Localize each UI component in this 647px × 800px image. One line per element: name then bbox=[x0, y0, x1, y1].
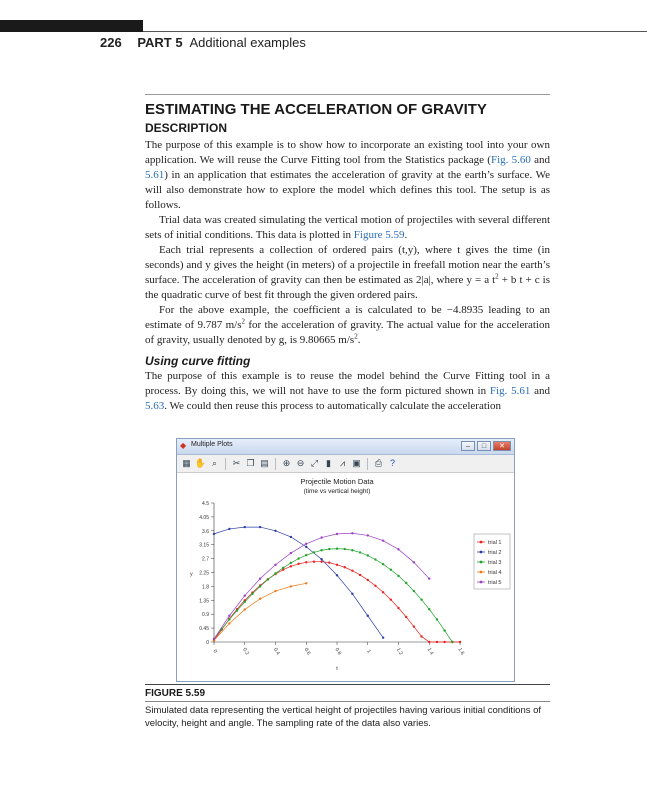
x-axis-label: t bbox=[336, 666, 338, 672]
data-point bbox=[228, 622, 230, 624]
link-fig-5-61b[interactable]: Fig. 5.61 bbox=[489, 385, 531, 397]
data-point bbox=[382, 591, 384, 593]
data-point bbox=[351, 532, 353, 534]
y-tick-label: 2.7 bbox=[202, 556, 209, 563]
x-tick-label: 0.8 bbox=[333, 646, 343, 657]
page-number: 226 bbox=[100, 35, 122, 50]
link-figure-5-59[interactable]: Figure 5.59 bbox=[353, 229, 405, 241]
fit-icon[interactable]: ⤢ bbox=[310, 458, 319, 468]
data-point bbox=[274, 572, 276, 574]
copy-icon[interactable]: ❐ bbox=[246, 458, 255, 468]
part-label: PART 5 bbox=[137, 35, 183, 50]
data-point bbox=[413, 561, 415, 563]
data-point bbox=[244, 601, 246, 603]
window-titlebar[interactable] bbox=[177, 439, 514, 455]
data-point bbox=[428, 608, 430, 610]
data-point bbox=[343, 548, 345, 550]
x-tick-label: 1.6 bbox=[456, 646, 466, 657]
data-point bbox=[443, 641, 445, 643]
data-point bbox=[328, 548, 330, 550]
legend-marker bbox=[480, 551, 483, 554]
data-point bbox=[259, 598, 261, 600]
x-tick-label: 1.2 bbox=[395, 646, 404, 657]
data-point bbox=[420, 598, 422, 600]
data-point bbox=[336, 548, 338, 550]
data-point bbox=[436, 618, 438, 620]
legend-label: trial 5 bbox=[488, 580, 502, 586]
data-point bbox=[267, 578, 269, 580]
data-point bbox=[320, 558, 322, 560]
image-icon[interactable]: ▣ bbox=[352, 458, 361, 468]
data-point bbox=[397, 607, 399, 609]
close-button[interactable]: ✕ bbox=[493, 441, 511, 451]
magnify-icon[interactable]: ⌕ bbox=[211, 458, 218, 468]
data-point bbox=[320, 536, 322, 538]
data-point bbox=[213, 533, 215, 535]
print-icon[interactable]: ⎙ bbox=[374, 458, 383, 468]
y-tick-label: 1.35 bbox=[199, 598, 209, 605]
data-point bbox=[397, 548, 399, 550]
data-point bbox=[305, 561, 307, 563]
data-point bbox=[297, 563, 299, 565]
data-point bbox=[228, 528, 230, 530]
cut-icon[interactable]: ✂ bbox=[232, 458, 241, 468]
main-content bbox=[145, 94, 550, 414]
data-point bbox=[290, 565, 292, 567]
data-point bbox=[228, 615, 230, 617]
data-point bbox=[428, 641, 430, 643]
y-tick-label: 3.15 bbox=[199, 542, 209, 549]
data-point bbox=[328, 561, 330, 563]
paragraph-2: Trial data was created simulating the vertical motion of projectiles with several different sets of initial conditions. This data is plotted in Figure 5.59. bbox=[145, 214, 550, 241]
data-point bbox=[213, 638, 215, 640]
x-tick-label: 0.2 bbox=[241, 646, 250, 657]
window-title: Multiple Plots bbox=[191, 441, 233, 448]
data-point bbox=[428, 577, 430, 579]
y-tick-label: 0.45 bbox=[199, 626, 209, 633]
data-point bbox=[390, 598, 392, 600]
data-point bbox=[359, 551, 361, 553]
projectile-chart bbox=[177, 472, 514, 681]
header-bar bbox=[0, 20, 143, 32]
legend-marker bbox=[480, 561, 483, 564]
multiple-plots-window bbox=[176, 438, 515, 682]
y-tick-label: 1.8 bbox=[202, 584, 209, 591]
x-tick-label: 0.4 bbox=[272, 646, 281, 657]
caption-text: Simulated data representing the vertical height of projectiles having various initial conditions of velocity, height and angle. The sampling rate of the data also varies. bbox=[145, 705, 542, 729]
data-point bbox=[413, 590, 415, 592]
data-point bbox=[405, 582, 407, 584]
data-point bbox=[382, 539, 384, 541]
minimize-button[interactable]: – bbox=[461, 441, 475, 451]
app-icon: ◆ bbox=[180, 441, 187, 450]
legend-label: trial 2 bbox=[488, 550, 502, 556]
legend-label: trial 4 bbox=[488, 570, 502, 576]
maximize-button[interactable]: □ bbox=[477, 441, 491, 451]
y-tick-label: 0.9 bbox=[202, 612, 209, 619]
data-point bbox=[290, 536, 292, 538]
legend-marker bbox=[480, 541, 483, 544]
x-tick-label: 0.6 bbox=[302, 646, 312, 657]
running-header bbox=[100, 35, 306, 50]
series-line-2 bbox=[214, 527, 383, 638]
paragraph-3: Each trial represents a collection of ordered pairs (t,y), where t gives the time (in seconds) and y gives the height (in meters) of a projectile in freefall motion near the earth’s surface. The acceleration of gravity can then be estimated as 2|a|, where y = a $t^2 + b$ t + c is the quadratic curve of best fit through the given ordered pairs. bbox=[145, 244, 550, 301]
data-point bbox=[336, 533, 338, 535]
data-point bbox=[236, 609, 238, 611]
data-point bbox=[244, 608, 246, 610]
data-point bbox=[336, 574, 338, 576]
data-point bbox=[390, 569, 392, 571]
section-subtitle: DESCRIPTION bbox=[145, 121, 228, 135]
data-point bbox=[297, 557, 299, 559]
data-point bbox=[420, 635, 422, 637]
data-point bbox=[351, 569, 353, 571]
data-point bbox=[367, 534, 369, 536]
data-point bbox=[382, 636, 384, 638]
section-title: ESTIMATING THE ACCELERATION OF GRAVITY bbox=[145, 101, 487, 118]
data-point bbox=[351, 549, 353, 551]
data-point bbox=[343, 566, 345, 568]
select-icon[interactable]: ▦ bbox=[182, 458, 191, 468]
y-tick-label: 3.6 bbox=[202, 528, 209, 535]
y-tick-label: 0 bbox=[206, 640, 209, 646]
x-tick-label: 1 bbox=[365, 648, 372, 655]
data-point bbox=[259, 577, 261, 579]
link-fig-5-63[interactable]: 5.63 bbox=[145, 400, 165, 412]
data-point bbox=[351, 593, 353, 595]
data-point bbox=[290, 562, 292, 564]
data-point bbox=[367, 579, 369, 581]
data-point bbox=[305, 543, 307, 545]
data-point bbox=[274, 530, 276, 532]
data-point bbox=[367, 615, 369, 617]
window-toolbar bbox=[177, 455, 514, 473]
x-tick-label: 0 bbox=[211, 648, 219, 655]
data-point bbox=[459, 641, 461, 643]
data-point bbox=[405, 616, 407, 618]
link-fig-5-61[interactable]: 5.61 bbox=[145, 169, 165, 181]
chart-subtitle: (time vs vertical height) bbox=[303, 488, 371, 495]
data-point bbox=[313, 551, 315, 553]
y-axis-label: y bbox=[190, 571, 193, 578]
help-icon[interactable]: ? bbox=[389, 458, 395, 468]
x-tick-label: 1.4 bbox=[425, 646, 435, 657]
link-fig-5-60[interactable]: Fig. 5.60 bbox=[490, 154, 531, 166]
data-point bbox=[374, 558, 376, 560]
part-title: Additional examples bbox=[189, 35, 306, 50]
data-point bbox=[259, 585, 261, 587]
data-point bbox=[397, 575, 399, 577]
data-point bbox=[274, 564, 276, 566]
subsection-title: Using curve fitting bbox=[145, 354, 251, 368]
legend-label: trial 3 bbox=[488, 560, 502, 566]
data-point bbox=[336, 564, 338, 566]
data-point bbox=[244, 526, 246, 528]
data-point bbox=[244, 594, 246, 596]
hand-icon[interactable]: ✋ bbox=[194, 458, 207, 468]
data-point bbox=[320, 560, 322, 562]
bar-chart-icon[interactable]: ▮ bbox=[326, 458, 331, 468]
data-point bbox=[436, 641, 438, 643]
data-point bbox=[274, 590, 276, 592]
paragraph-4: For the above example, the coefficient a is calculated to be −4.8935 leading to an estimate of 9.787 $m/s^2$ for the acceleration of gravity. The actual value for the acceleration of gravity, usually denoted by g, is 9.80665 $m/s^2$. bbox=[145, 304, 550, 346]
data-point bbox=[251, 593, 253, 595]
legend-marker bbox=[480, 571, 483, 574]
data-point bbox=[413, 625, 415, 627]
header-rule bbox=[143, 31, 647, 32]
zoom-in-icon[interactable]: ⊕ bbox=[282, 458, 291, 468]
zoom-out-icon[interactable]: ⊖ bbox=[296, 458, 305, 468]
data-point bbox=[367, 554, 369, 556]
y-tick-label: 4.5 bbox=[202, 501, 209, 507]
data-point bbox=[374, 585, 376, 587]
data-point bbox=[228, 618, 230, 620]
data-point bbox=[359, 574, 361, 576]
data-point bbox=[290, 552, 292, 554]
data-point bbox=[320, 549, 322, 551]
line-chart-icon[interactable]: ⩘ bbox=[339, 458, 346, 468]
section-rule bbox=[145, 94, 550, 95]
legend-label: trial 1 bbox=[488, 540, 502, 546]
figure-caption bbox=[145, 684, 550, 730]
data-point bbox=[305, 546, 307, 548]
paste-icon[interactable]: ▤ bbox=[260, 458, 269, 468]
legend-marker bbox=[480, 581, 483, 584]
data-point bbox=[451, 641, 453, 643]
data-point bbox=[305, 582, 307, 584]
paragraph-1: The purpose of this example is to show how to incorporate an existing tool into your own application. We will reuse the Curve Fitting tool from the Statistics package (Fig. 5.60 and 5.61) in an application that estimates the acceleration of gravity at the earth’s surface. We will also demonstrate how to explore the model which defines this tool. The setup is as follows. bbox=[145, 139, 550, 211]
chart-title: Projectile Motion Data bbox=[300, 477, 374, 486]
data-point bbox=[305, 554, 307, 556]
data-point bbox=[382, 563, 384, 565]
data-point bbox=[313, 560, 315, 562]
data-point bbox=[443, 629, 445, 631]
data-point bbox=[290, 585, 292, 587]
data-point bbox=[282, 567, 284, 569]
series-line-4 bbox=[214, 583, 306, 640]
paragraph-5: The purpose of this example is to reuse the model behind the Curve Fitting tool in a process. By doing this, we will not have to use the form pictured shown in Fig. 5.61 and 5.63. We could then reuse this process to automatically calculate the acceleration bbox=[145, 370, 550, 412]
data-point bbox=[259, 526, 261, 528]
caption-title: FIGURE 5.59 bbox=[145, 688, 206, 699]
y-tick-label: 4.05 bbox=[199, 514, 209, 521]
y-tick-label: 2.25 bbox=[199, 570, 209, 577]
